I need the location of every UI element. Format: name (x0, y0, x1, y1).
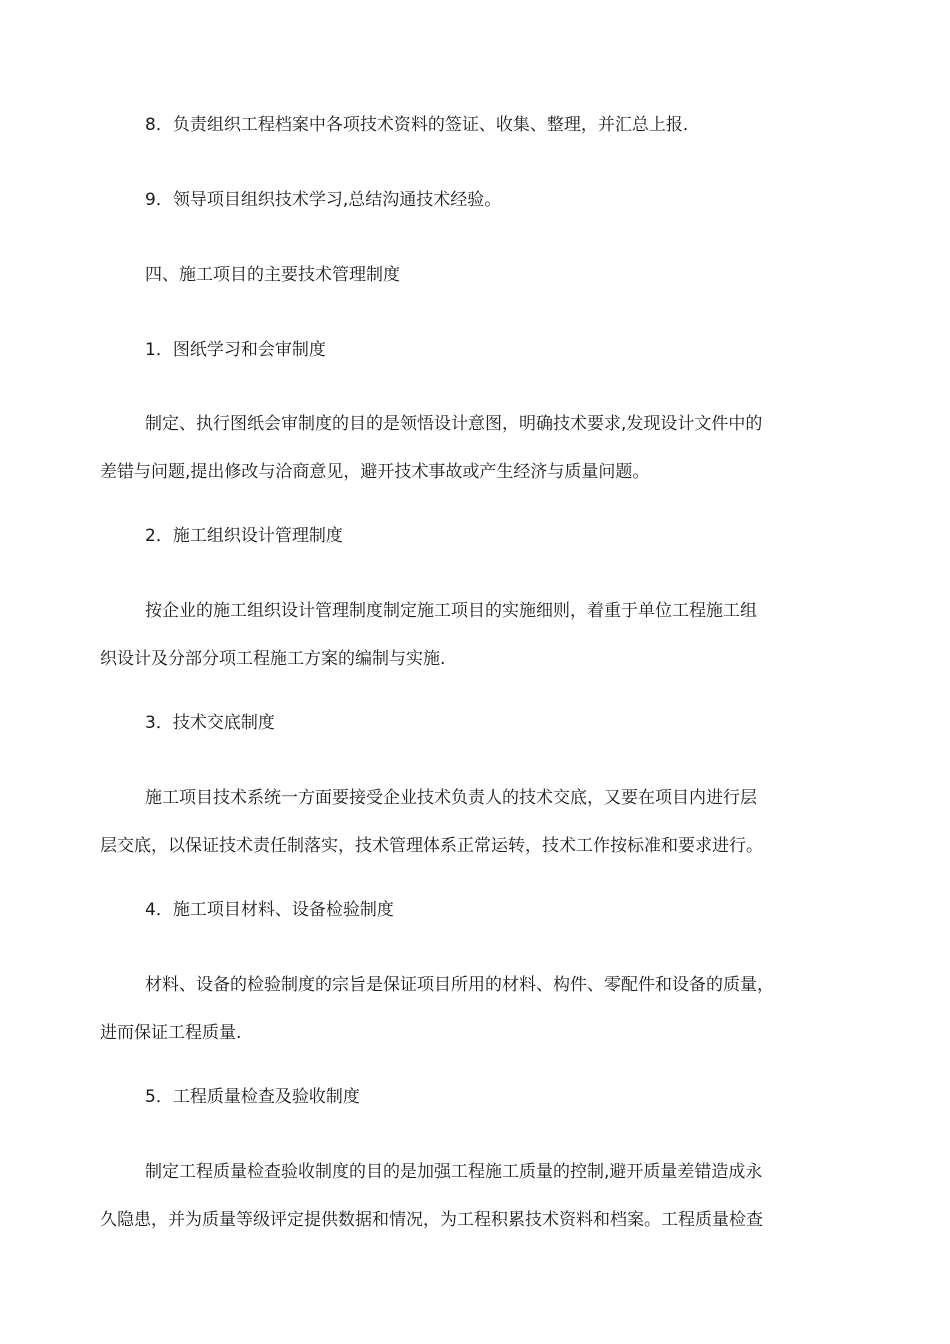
paragraph-5-line-2: 久隐患，并为质量等级评定提供数据和情况，为工程积累技术资料和档案。工程质量检查 (100, 1210, 763, 1230)
paragraph-1-line-1: 制定、执行图纸会审制度的目的是领悟设计意图，明确技术要求,发现设计文件中的 (145, 414, 763, 434)
subsection-3-heading: 3．技术交底制度 (145, 713, 275, 733)
paragraph-4-line-1: 材料、设备的检验制度的宗旨是保证项目所用的材料、构件、零配件和设备的质量， (145, 975, 774, 995)
paragraph-5-line-1: 制定工程质量检查验收制度的目的是加强工程施工质量的控制,避开质量差错造成永 (145, 1162, 763, 1182)
section-4-heading: 四、施工项目的主要技术管理制度 (145, 265, 400, 285)
item-8-text: 8．负责组织工程档案中各项技术资料的签证、收集、整理，并汇总上报. (145, 115, 689, 135)
paragraph-1-line-2: 差错与问题,提出修改与洽商意见，避开技术事故或产生经济与质量问题。 (100, 462, 650, 482)
subsection-4-heading: 4．施工项目材料、设备检验制度 (145, 900, 394, 920)
subsection-1-heading: 1．图纸学习和会审制度 (145, 340, 326, 360)
item-9-text: 9．领导项目组织技术学习,总结沟通技术经验。 (145, 190, 502, 210)
paragraph-4-line-2: 进而保证工程质量. (100, 1023, 242, 1043)
subsection-5-heading: 5．工程质量检查及验收制度 (145, 1087, 360, 1107)
paragraph-2-line-2: 织设计及分部分项工程施工方案的编制与实施. (100, 649, 446, 669)
subsection-2-heading: 2．施工组织设计管理制度 (145, 526, 343, 546)
paragraph-3-line-1: 施工项目技术系统一方面要接受企业技术负责人的技术交底，又要在项目内进行层 (145, 788, 757, 808)
paragraph-2-line-1: 按企业的施工组织设计管理制度制定施工项目的实施细则，着重于单位工程施工组 (145, 601, 757, 621)
paragraph-3-line-2: 层交底，以保证技术责任制落实，技术管理体系正常运转，技术工作按标准和要求进行。 (100, 836, 763, 856)
